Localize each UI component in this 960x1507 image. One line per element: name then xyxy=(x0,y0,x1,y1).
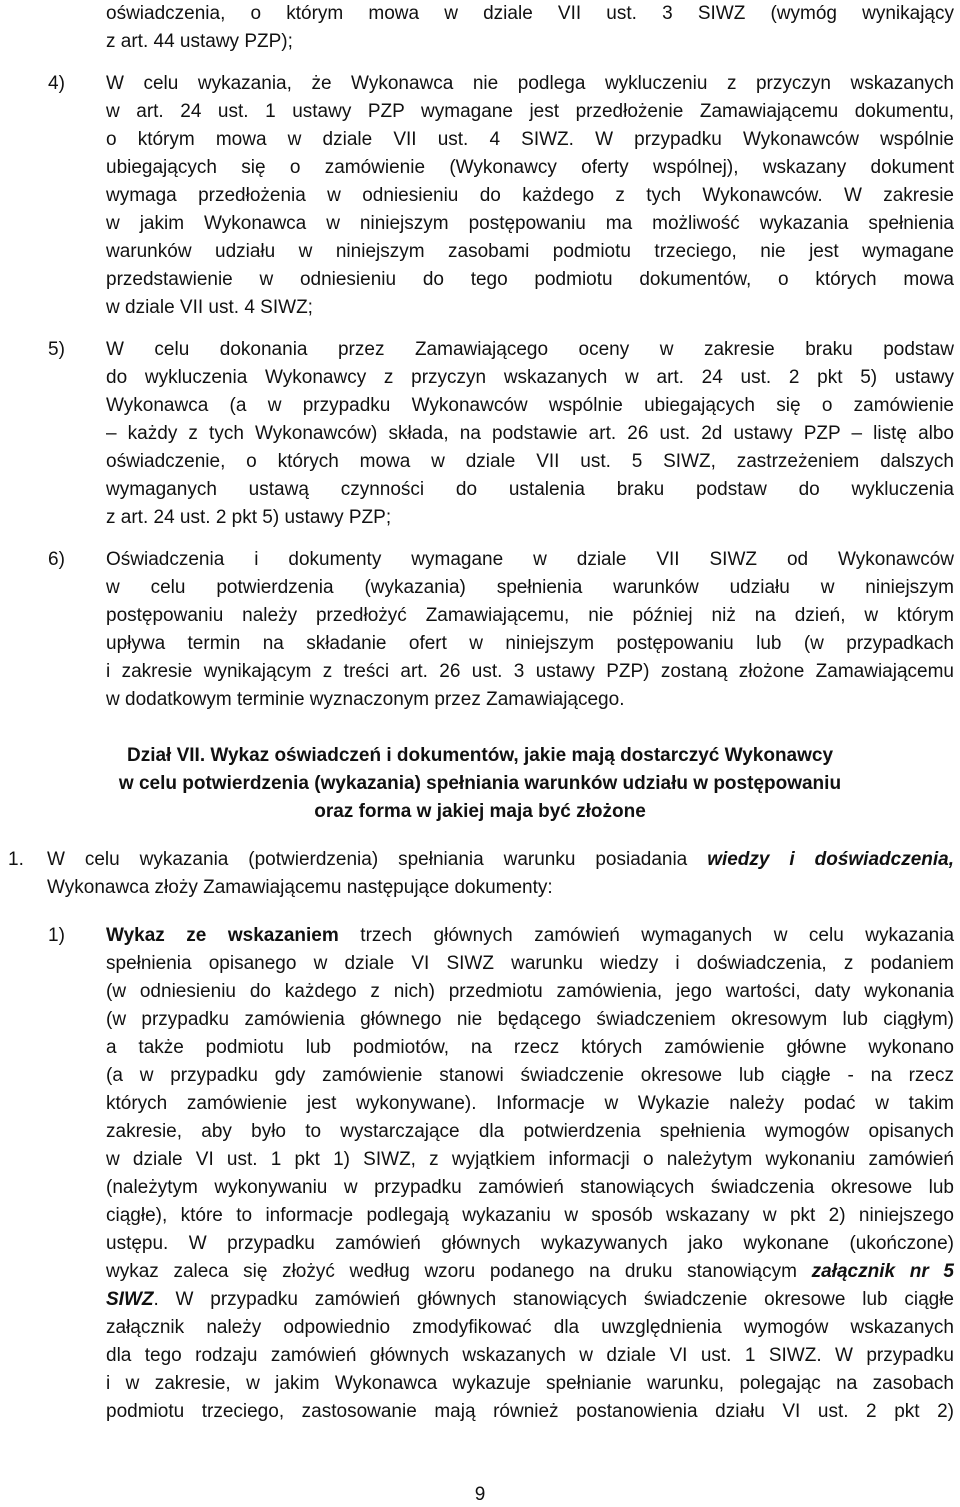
sub1-line-1 xyxy=(106,922,954,950)
item4-line: wymaga przedłożenia w odniesieniu do każdego z tych Wykonawców. W zakresie xyxy=(106,185,954,206)
item4-line: przedstawienie w odniesieniu do tego podmiotu dokumentów, o których mowa xyxy=(106,269,954,290)
point1-emphasis: wiedzy i doświadczenia, xyxy=(707,849,954,870)
sub1-attachment-ref: załącznik nr 5 xyxy=(811,1261,954,1282)
item6-line: upływa termin na składanie ofert w niniejszym postępowaniu lub (w przypadkach xyxy=(106,633,954,654)
page-number: 9 xyxy=(474,1484,486,1505)
item4-line: W celu wykazania, że Wykonawca nie podlega wykluczeniu z przyczyn wskazanych xyxy=(106,73,954,94)
item3-line-1: oświadczenia, o którym mowa w dziale VII ust. 3 SIWZ (wymóg wynikający xyxy=(106,3,954,24)
sub1-bold-text: Wykaz ze wskazaniem xyxy=(106,925,339,946)
item5-line: Wykonawca (a w przypadku Wykonawców wspólnie ubiegających się o zamówienie xyxy=(106,395,954,416)
sub1-line: ciągłe), które to informacje podlegają wykazaniu w sposób wskazany w pkt 2) niniejszego xyxy=(106,1205,954,1226)
sub1-line-13 xyxy=(106,1258,954,1286)
item3-line-2: z art. 44 ustawy PZP); xyxy=(106,31,293,52)
item4-line: o którym mowa w dziale VII ust. 4 SIWZ. W przypadku Wykonawców wspólnie xyxy=(106,129,954,150)
sub1-line: dla tego rodzaju zamówień głównych wskazanych w dziale VI ust. 1 SIWZ. W przypadku xyxy=(106,1345,954,1366)
item5-line: W celu dokonania przez Zamawiającego oceny w zakresie braku podstaw xyxy=(106,339,954,360)
sub1-text: wykaz zaleca się złożyć według wzoru podanego na druku stanowiącym xyxy=(106,1261,812,1282)
item4-line: ubiegających się o zamówienie (Wykonawcy oferty wspólnej), wskazany dokument xyxy=(106,157,954,178)
item6-line: w celu potwierdzenia (wykazania) spełnienia warunków udziału w niniejszym xyxy=(106,577,954,598)
sub1-siwz-ref: SIWZ xyxy=(106,1289,154,1310)
item4-line: w dziale VII ust. 4 SIWZ; xyxy=(106,297,313,318)
sub1-line: (w przypadku zamówienia głównego nie będącego świadczeniem okresowym lub ciągłym) xyxy=(106,1009,954,1030)
sub1-line: podmiotu trzeciego, zastosowanie mają również postanowienia działu VI ust. 2 pkt 2) xyxy=(106,1401,954,1422)
sub1-line: (w odniesieniu do każdego z nich) przedmiotu zamówienia, jego wartości, daty wykonania xyxy=(106,981,954,1002)
point1-text: W celu wykazania (potwierdzenia) spełniania warunku posiadania xyxy=(47,849,708,870)
point1-line-1 xyxy=(47,846,954,874)
sub1-line: załącznik należy odpowiednio zmodyfikować dla uwzględnienia wymogów wskazanych xyxy=(106,1317,954,1338)
item5-line: oświadczenie, o których mowa w dziale VII ust. 5 SIWZ, zastrzeżeniem dalszych xyxy=(106,451,954,472)
point1-number: 1. xyxy=(8,849,24,870)
sub1-line: zakresie, aby było to wystarczające dla potwierdzenia spełnienia wymogów opisanych xyxy=(106,1121,954,1142)
sub1-number: 1) xyxy=(48,925,65,946)
sub1-line: spełnienia opisanego w dziale VI SIWZ warunku wiedzy i doświadczenia, z podaniem xyxy=(106,953,954,974)
item6-line: postępowaniu należy przedłożyć Zamawiającemu, nie później niż na dzień, w którym xyxy=(106,605,954,626)
item6-number: 6) xyxy=(48,549,65,570)
sub1-line-14 xyxy=(106,1286,954,1314)
item4-line: warunków udziału w niniejszym zasobami podmiotu trzeciego, nie jest wymagane xyxy=(106,241,954,262)
sub1-line: i w zakresie, w jakim Wykonawca wykazuje spełnianie warunku, polegając na zasobach xyxy=(106,1373,954,1394)
item4-line: w art. 24 ust. 1 ustawy PZP wymagane jest przedłożenie Zamawiającemu dokumentu, xyxy=(106,101,954,122)
item6-line: w dodatkowym terminie wyznaczonym przez Zamawiającego. xyxy=(106,689,625,710)
item4-number: 4) xyxy=(48,73,65,94)
item5-line: wymaganych ustawą czynności do ustalenia braku podstaw do wykluczenia xyxy=(106,479,954,500)
sub1-text: trzech głównych zamówień wymaganych w celu wykazania xyxy=(338,925,955,946)
section-heading-line-1: Dział VII. Wykaz oświadczeń i dokumentów, jakie mają dostarczyć Wykonawcy xyxy=(126,745,834,766)
item6-line: i zakresie wynikającym z treści art. 26 ust. 3 ustawy PZP) zostaną złożone Zamawiającemu xyxy=(106,661,954,682)
sub1-line: (a w przypadku gdy zamówienie stanowi świadczenie okresowe lub ciągłe - na rzecz xyxy=(106,1065,954,1086)
item5-number: 5) xyxy=(48,339,65,360)
item4-line: w jakim Wykonawca w niniejszym postępowaniu ma możliwość wykazania spełnienia xyxy=(106,213,954,234)
sub1-line: w dziale VI ust. 1 pkt 1) SIWZ, z wyjątkiem informacji o należytym wykonaniu zamówień xyxy=(106,1149,954,1170)
item5-line: do wykluczenia Wykonawcy z przyczyn wskazanych w art. 24 ust. 2 pkt 5) ustawy xyxy=(106,367,954,388)
item5-line: – każdy z tych Wykonawców) składa, na podstawie art. 26 ust. 2d ustawy PZP – listę albo xyxy=(106,423,954,444)
section-heading-line-2: w celu potwierdzenia (wykazania) spełniania warunków udziału w postępowaniu xyxy=(118,773,842,794)
sub1-line: a także podmiotu lub podmiotów, na rzecz których zamówienie główne wykonano xyxy=(106,1037,954,1058)
point1-line-2: Wykonawca złoży Zamawiającemu następujące dokumenty: xyxy=(47,877,553,898)
item5-line: z art. 24 ust. 2 pkt 5) ustawy PZP; xyxy=(106,507,392,528)
item6-line: Oświadczenia i dokumenty wymagane w dziale VII SIWZ od Wykonawców xyxy=(106,549,954,570)
section-heading-line-3: oraz forma w jakiej maja być złożone xyxy=(314,801,646,822)
sub1-line: ustępu. W przypadku zamówień głównych wykazywanych jako wykonane (ukończone) xyxy=(106,1233,954,1254)
sub1-line: (należytym wykonywaniu w przypadku zamówień stanowiących świadczenia okresowe lub xyxy=(106,1177,954,1198)
sub1-text: . W przypadku zamówień głównych stanowiących świadczenie okresowe lub ciągłe xyxy=(153,1289,954,1310)
sub1-line: których zamówienie jest wykonywane). Informacje w Wykazie należy podać w takim xyxy=(106,1093,954,1114)
